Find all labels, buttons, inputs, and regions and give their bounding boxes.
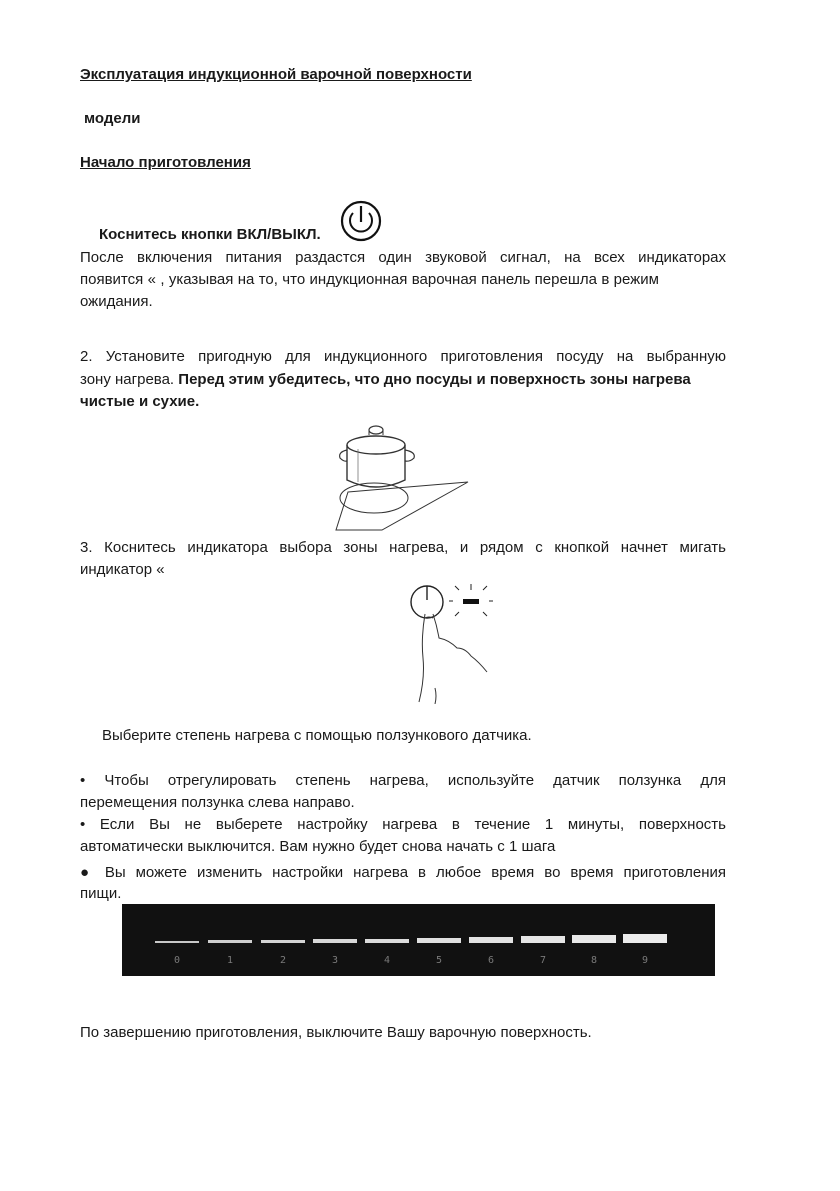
slider-segment-7 xyxy=(521,936,565,943)
slider-segment-0 xyxy=(155,941,199,943)
step2-text-line2-normal: зону нагрева. xyxy=(80,371,175,388)
slider-segment-9 xyxy=(623,934,667,943)
slider-label-7: 7 xyxy=(539,955,547,966)
bullet1-line1: • Чтобы отрегулировать степень нагрева, используйте датчик ползунка для xyxy=(80,772,726,789)
heat-slider-panel xyxy=(122,904,715,976)
power-button-icon xyxy=(338,198,384,244)
step4-text: Выберите степень нагрева с помощью ползункового датчика. xyxy=(102,727,532,744)
slider-segment-1 xyxy=(208,940,252,943)
slider-segment-4 xyxy=(365,939,409,943)
slider-segment-2 xyxy=(261,940,305,943)
slider-segment-3 xyxy=(313,939,357,943)
slider-label-3: 3 xyxy=(331,955,339,966)
step2-text-line3: чистые и сухие. xyxy=(80,393,200,410)
step1-text-line3: ожидания. xyxy=(80,293,153,310)
slider-label-0: 0 xyxy=(173,955,181,966)
slider-label-8: 8 xyxy=(590,955,598,966)
document-title: Эксплуатация индукционной варочной поверхности xyxy=(80,66,472,83)
finish-text: По завершению приготовления, выключите Вашу варочную поверхность. xyxy=(80,1024,592,1041)
model-label: модели xyxy=(84,110,141,127)
pot-on-cooktop-illustration xyxy=(330,418,472,536)
slider-label-2: 2 xyxy=(279,955,287,966)
bullet1-line2: перемещения ползунка слева направо. xyxy=(80,794,355,811)
slider-segment-6 xyxy=(469,937,513,943)
step1-text-line1: После включения питания раздастся один звуковой сигнал, на всех индикаторах xyxy=(80,249,726,266)
step3-text-line1: 3. Коснитесь индикатора выбора зоны нагрева, и рядом с кнопкой начнет мигать xyxy=(80,539,726,556)
step2-text-line2-bold: Перед этим убедитесь, что дно посуды и поверхность зоны нагрева xyxy=(178,371,691,388)
slider-label-5: 5 xyxy=(435,955,443,966)
step3-text-line2: индикатор « xyxy=(80,561,165,578)
slider-label-1: 1 xyxy=(226,955,234,966)
bullet2-line2: автоматически выключится. Вам нужно будет снова начать с 1 шага xyxy=(80,838,556,855)
slider-segment-5 xyxy=(417,938,461,943)
slider-label-4: 4 xyxy=(383,955,391,966)
step2-text-line2 xyxy=(80,371,726,388)
bullet2-line1: • Если Вы не выберете настройку нагрева в течение 1 минуты, поверхность xyxy=(80,816,726,833)
step1-text-line2: появится « , указывая на то, что индукционная варочная панель перешла в режим xyxy=(80,271,659,288)
slider-segment-8 xyxy=(572,935,616,943)
slider-label-6: 6 xyxy=(487,955,495,966)
bullet3-line2: пищи. xyxy=(80,885,122,902)
step2-text-line1: 2. Установите пригодную для индукционного приготовления посуду на выбранную xyxy=(80,348,726,365)
finger-touch-illustration xyxy=(405,578,505,704)
slider-label-9: 9 xyxy=(641,955,649,966)
step1-lead: Коснитесь кнопки ВКЛ/ВЫКЛ. xyxy=(99,226,321,243)
bullet3-line1: ● Вы можете изменить настройки нагрева в любое время во время приготовления xyxy=(80,864,726,881)
section-heading-start: Начало приготовления xyxy=(80,154,251,171)
